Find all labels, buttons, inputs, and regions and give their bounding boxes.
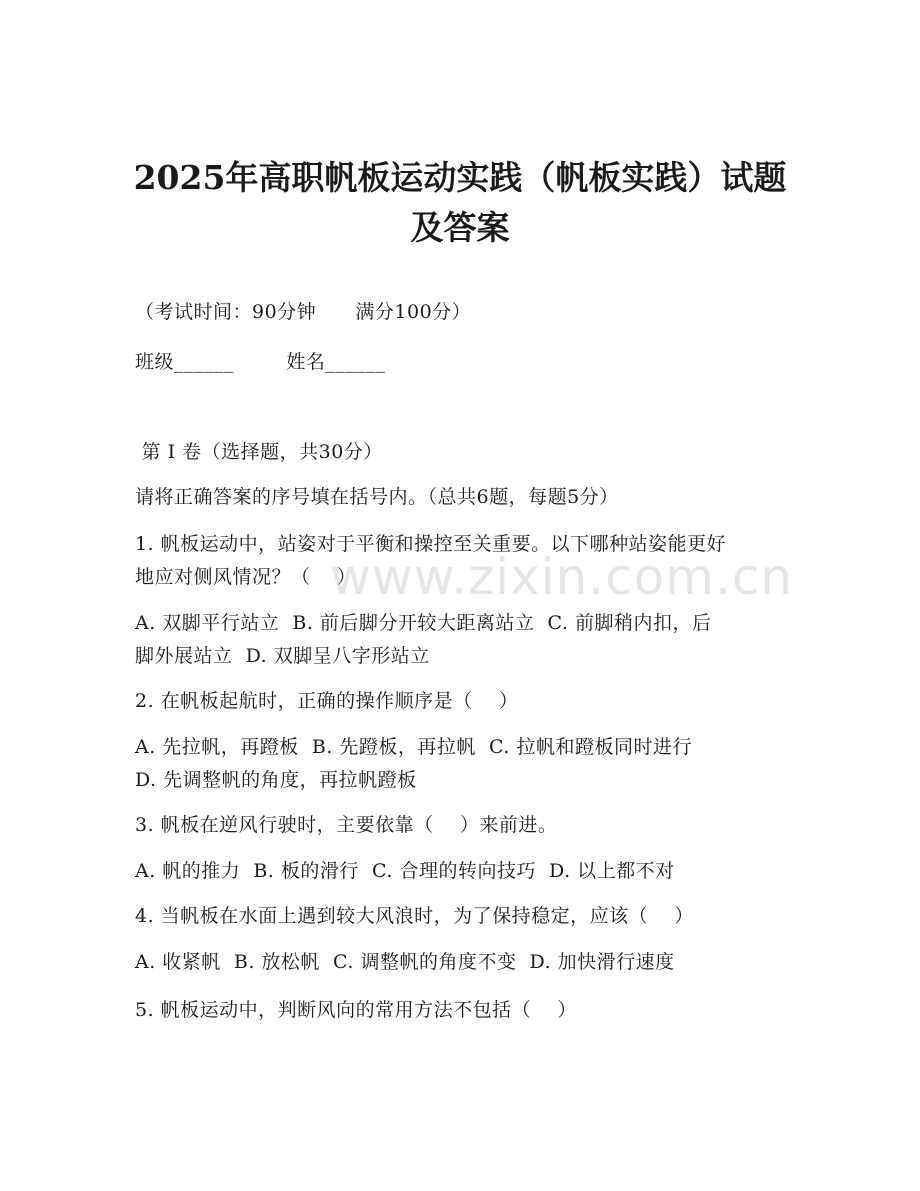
document-title-line1: 2025年高职帆板运动实践（帆板实践）试题: [133, 158, 787, 197]
instruction: 请将正确答案的序号填在括号内。（总共6题，每题5分）: [135, 486, 619, 508]
question-4-stem: 4. 当帆板在水面上遇到较大风浪时，为了保持稳定，应该（ ）: [135, 905, 694, 927]
question-1-stem-cont: 地应对侧风情况？（ ）: [135, 566, 357, 588]
question-2-options-cont: D. 先调整帆的角度，再拉帆蹬板: [135, 769, 417, 791]
exam-info: （考试时间：90分钟 满分100分）: [135, 301, 472, 323]
question-1-stem: 1. 帆板运动中，站姿对于平衡和操控至关重要。以下哪种站姿能更好: [135, 533, 727, 555]
question-3-stem: 3. 帆板在逆风行驶时，主要依靠（ ）来前进。: [135, 814, 558, 836]
name-fields: 班级______ 姓名______: [135, 351, 386, 373]
question-1-options: A. 双脚平行站立 B. 前后脚分开较大距离站立 C. 前脚稍内扣，后: [135, 612, 712, 634]
question-2-stem: 2. 在帆板起航时，正确的操作顺序是（ ）: [135, 690, 519, 712]
question-1-options-cont: 脚外展站立 D. 双脚呈八字形站立: [135, 645, 430, 667]
question-5-stem: 5. 帆板运动中，判断风向的常用方法不包括（ ）: [135, 999, 577, 1021]
question-2-options: A. 先拉帆，再蹬板 B. 先蹬板，再拉帆 C. 拉帆和蹬板同时进行: [135, 736, 692, 758]
document-title-line2: 及答案: [410, 208, 510, 247]
watermark: www.zixin.com.cn: [330, 548, 794, 606]
question-4-options: A. 收紧帆 B. 放松帆 C. 调整帆的角度不变 D. 加快滑行速度: [135, 951, 675, 973]
question-3-options: A. 帆的推力 B. 板的滑行 C. 合理的转向技巧 D. 以上都不对: [135, 860, 675, 882]
section-heading: 第 I 卷（选择题，共30分）: [135, 441, 383, 463]
